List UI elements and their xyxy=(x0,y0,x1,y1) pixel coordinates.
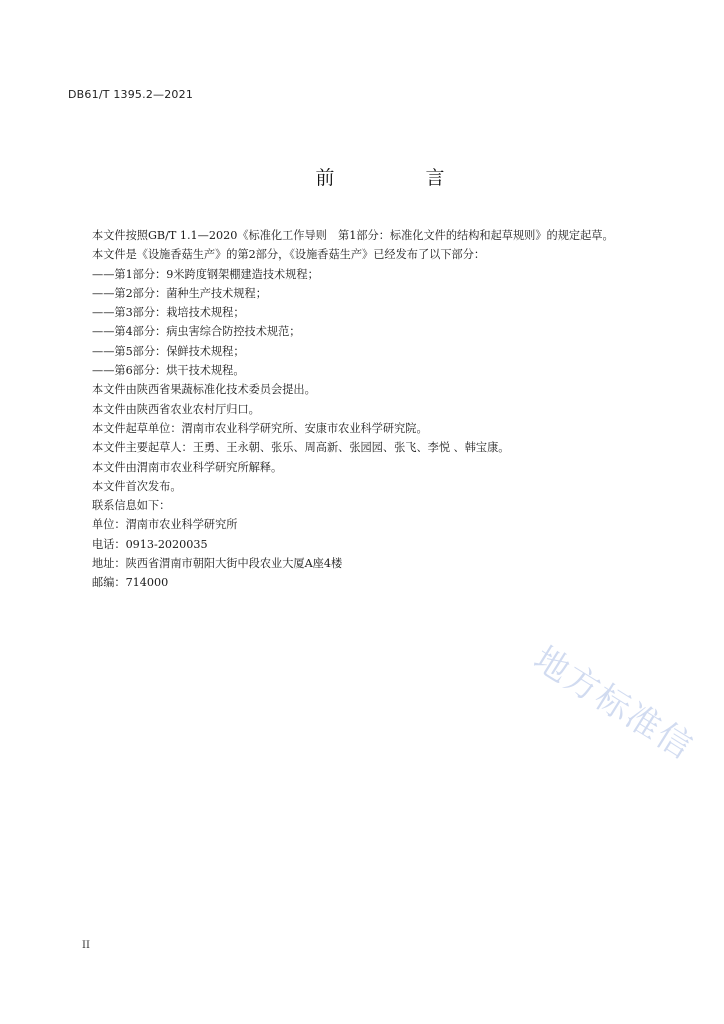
paragraph-managed-by: 本文件由陕西省农业农村厅归口。 xyxy=(92,402,260,416)
list-item-part-3: ——第3部分：栽培技术规程； xyxy=(92,306,245,320)
paragraph-drafting-basis: 本文件按照GB/T 1.1—2020《标准化工作导则 第1部分：标准化文件的结构和起草规则》的规定起草。 xyxy=(92,229,614,242)
paragraph-first-release: 本文件首次发布。 xyxy=(92,479,182,493)
list-item-part-6: ——第6部分：烘干技术规程。 xyxy=(92,364,245,378)
paragraph-drafting-units: 本文件起草单位：渭南市农业科学研究所、安康市农业科学研究院。 xyxy=(92,421,428,435)
page-title: 前 言 xyxy=(315,167,481,189)
paragraph-drafters: 本文件主要起草人：王勇、王永朝、张乐、周高新、张园园、张飞、李悦 、韩宝康。 xyxy=(92,441,510,455)
watermark: 地方标准信 xyxy=(526,638,701,769)
document-id: DB61/T 1395.2—2021 xyxy=(68,88,194,101)
page-number: II xyxy=(82,940,90,951)
list-item-part-1: ——第1部分：9米跨度钢架棚建造技术规程； xyxy=(92,267,319,281)
paragraph-interpretation: 本文件由渭南市农业科学研究所解释。 xyxy=(92,460,283,474)
foreword-body xyxy=(68,226,646,593)
contact-address: 地址：陕西省渭南市朝阳大街中段农业大厦A座4楼 xyxy=(92,557,343,571)
contact-header: 联系信息如下： xyxy=(92,499,171,513)
contact-unit: 单位：渭南市农业科学研究所 xyxy=(92,518,238,532)
list-item-part-4: ——第4部分：病虫害综合防控技术规范； xyxy=(92,325,301,339)
contact-postcode: 邮编：714000 xyxy=(92,576,169,590)
paragraph-series-intro: 本文件是《设施香菇生产》的第2部分，《设施香菇生产》已经发布了以下部分： xyxy=(92,248,486,262)
paragraph-proposed-by: 本文件由陕西省果蔬标准化技术委员会提出。 xyxy=(92,383,316,397)
contact-phone: 电话：0913-2020035 xyxy=(92,537,208,551)
list-item-part-5: ——第5部分：保鲜技术规程； xyxy=(92,344,245,358)
list-item-part-2: ——第2部分：菌种生产技术规程； xyxy=(92,286,267,300)
